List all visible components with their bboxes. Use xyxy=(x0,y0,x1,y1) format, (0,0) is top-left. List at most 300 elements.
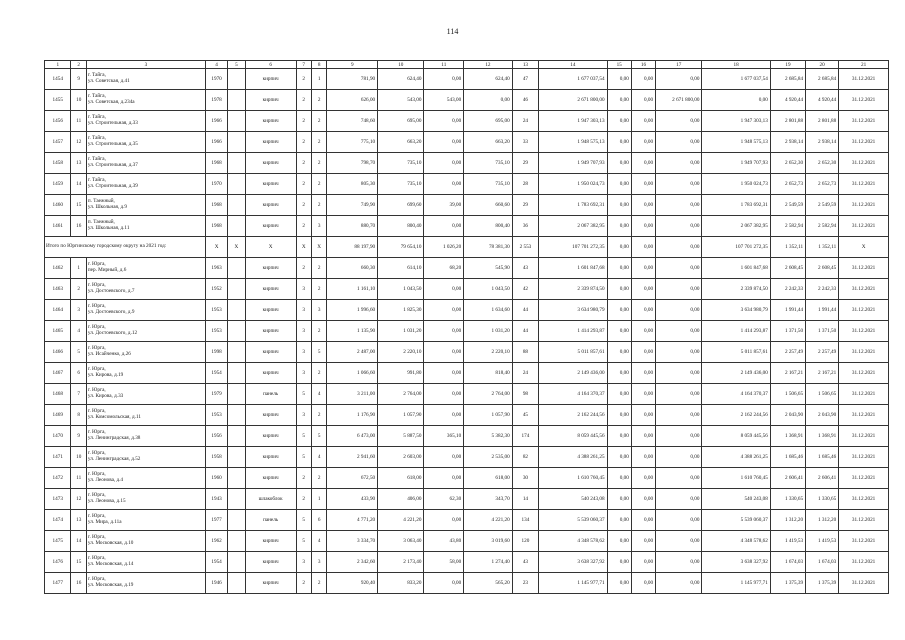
address-cell: г. Юрга, ул. Московская, д.19 xyxy=(86,573,205,594)
table-cell: 0,00 xyxy=(607,342,631,363)
table-cell: 120 xyxy=(512,531,538,552)
table-cell: 31.12.2021 xyxy=(839,405,889,426)
table-cell: 1962 xyxy=(206,531,228,552)
table-cell: 2 606,41 xyxy=(806,468,839,489)
table-body xyxy=(45,61,889,594)
address-cell: г. Юрга, ул. Мира, д.11а xyxy=(86,510,205,531)
table-cell: 0,00 xyxy=(631,153,655,174)
table-cell: 2 242,33 xyxy=(770,279,805,300)
address-cell: г. Юрга, ул. Достоевского, д.9 xyxy=(86,300,205,321)
table-cell xyxy=(228,90,246,111)
table-cell: 0,00 xyxy=(424,468,464,489)
table-cell: 1 375,39 xyxy=(770,573,805,594)
table-row xyxy=(45,258,889,279)
table-cell: 3 xyxy=(296,405,311,426)
table-cell: 8 xyxy=(71,405,86,426)
table-cell xyxy=(228,216,246,237)
housing-register-table xyxy=(44,60,889,594)
column-number: 18 xyxy=(702,61,770,69)
table-cell xyxy=(228,531,246,552)
column-number: 1 xyxy=(45,61,71,69)
table-cell: 1 xyxy=(71,258,86,279)
table-cell: 1 330,65 xyxy=(770,489,805,510)
table-cell: 0,00 xyxy=(424,132,464,153)
table-cell: 4 221,20 xyxy=(378,510,424,531)
table-cell: 5 xyxy=(296,510,311,531)
table-cell: 43 xyxy=(512,258,538,279)
table-cell: 2 xyxy=(296,111,311,132)
table-row xyxy=(45,321,889,342)
table-cell: 0,00 xyxy=(631,552,655,573)
table-cell: 2 549,59 xyxy=(770,195,805,216)
column-number: 9 xyxy=(327,61,378,69)
table-cell: 31.12.2021 xyxy=(839,132,889,153)
table-cell: 4 771,20 xyxy=(327,510,378,531)
table-cell: 991,80 xyxy=(378,363,424,384)
table-cell: 1 274,40 xyxy=(464,552,513,573)
table-cell: 695,00 xyxy=(378,111,424,132)
table-row xyxy=(45,552,889,573)
table-cell: 2 xyxy=(296,90,311,111)
table-cell: 2 xyxy=(296,153,311,174)
address-cell: г. Тайга, ул. Строительная, д.35 xyxy=(86,132,205,153)
table-cell: 2 xyxy=(296,216,311,237)
table-cell: 0,00 xyxy=(607,489,631,510)
column-number: 7 xyxy=(296,61,311,69)
table-cell: 0,00 xyxy=(424,174,464,195)
table-cell: 2 652,73 xyxy=(770,174,805,195)
table-cell: 31.12.2021 xyxy=(839,426,889,447)
page-number: 114 xyxy=(446,27,459,36)
total-row xyxy=(45,237,889,258)
table-cell: 543,00 xyxy=(378,90,424,111)
total-label: Итого по Юргинскому городскому округу на 2021 год: xyxy=(45,237,206,258)
table-cell: 12 xyxy=(71,132,86,153)
table-cell: 749,90 xyxy=(327,195,378,216)
address-cell: г. Юрга, ул. Достоевского, д.12 xyxy=(86,321,205,342)
table-cell: 5 xyxy=(311,342,326,363)
table-cell: 0,00 xyxy=(424,216,464,237)
table-cell: 3 638 327,92 xyxy=(702,552,770,573)
table-cell: 0,00 xyxy=(656,300,702,321)
table-cell: кирпич xyxy=(245,405,296,426)
table-cell: 0,00 xyxy=(631,510,655,531)
table-cell: 0,00 xyxy=(631,216,655,237)
total-cell: 0,00 xyxy=(607,237,631,258)
table-cell: 1953 xyxy=(206,405,228,426)
table-cell xyxy=(228,510,246,531)
column-number: 16 xyxy=(631,61,655,69)
table-row xyxy=(45,405,889,426)
table-cell: 1 031,20 xyxy=(378,321,424,342)
table-cell: 540 243,08 xyxy=(702,489,770,510)
table-cell: 44 xyxy=(512,300,538,321)
table-cell: 1968 xyxy=(206,216,228,237)
table-cell: 5 382,30 xyxy=(464,426,513,447)
table-cell: 0,00 xyxy=(656,258,702,279)
table-cell: 4 348 578,62 xyxy=(539,531,607,552)
table-row xyxy=(45,426,889,447)
table-cell: 16 xyxy=(71,573,86,594)
table-cell: 13 xyxy=(71,153,86,174)
table-cell: 0,00 xyxy=(656,573,702,594)
total-cell: X xyxy=(839,237,889,258)
table-cell: 58,00 xyxy=(424,552,464,573)
table-cell: 2 162 244,56 xyxy=(702,405,770,426)
table-cell: 2 xyxy=(311,573,326,594)
column-number: 21 xyxy=(839,61,889,69)
table-cell: 1 031,20 xyxy=(464,321,513,342)
table-cell: 0,00 xyxy=(607,216,631,237)
table-cell: 1 043,50 xyxy=(378,279,424,300)
table-cell: 31.12.2021 xyxy=(839,300,889,321)
table-cell: 2 652,30 xyxy=(806,153,839,174)
table-cell: 1 950 024,73 xyxy=(702,174,770,195)
total-cell: 2 553 xyxy=(512,237,538,258)
table-cell: 543,00 xyxy=(424,90,464,111)
table-row xyxy=(45,531,889,552)
table-cell xyxy=(228,405,246,426)
table-cell xyxy=(228,153,246,174)
address-cell: г. Юрга, ул. Ленинградская, д.52 xyxy=(86,447,205,468)
table-cell: 42 xyxy=(512,279,538,300)
table-row xyxy=(45,510,889,531)
table-cell: 0,00 xyxy=(656,153,702,174)
table-cell: 0,00 xyxy=(607,111,631,132)
table-cell: 31.12.2021 xyxy=(839,69,889,90)
table-cell: 0,00 xyxy=(656,69,702,90)
table-cell: 2 257,49 xyxy=(806,342,839,363)
table-cell: 2 652,73 xyxy=(806,174,839,195)
table-cell: 1 043,50 xyxy=(464,279,513,300)
table-cell: 5 xyxy=(296,426,311,447)
table-cell: 818,40 xyxy=(464,363,513,384)
total-cell: 107 701 272,35 xyxy=(539,237,607,258)
table-cell xyxy=(228,384,246,405)
table-cell: 0,00 xyxy=(631,342,655,363)
total-cell: 0,00 xyxy=(631,237,655,258)
table-cell: 0,00 xyxy=(656,216,702,237)
table-cell: 3 xyxy=(296,552,311,573)
table-cell xyxy=(228,174,246,195)
table-cell: 1960 xyxy=(206,468,228,489)
table-cell: 0,00 xyxy=(631,384,655,405)
table-cell: 2 xyxy=(296,258,311,279)
table-cell: 2 xyxy=(311,321,326,342)
table-cell: 0,00 xyxy=(607,90,631,111)
table-cell: 0,00 xyxy=(656,510,702,531)
table-cell: 4 xyxy=(71,321,86,342)
table-cell: 1461 xyxy=(45,216,71,237)
column-number: 10 xyxy=(378,61,424,69)
table-cell: 31.12.2021 xyxy=(839,510,889,531)
table-cell: 1 991,44 xyxy=(770,300,805,321)
table-cell: 3 019,60 xyxy=(464,531,513,552)
table-cell xyxy=(228,258,246,279)
table-cell: 0,00 xyxy=(631,90,655,111)
table-cell: 31.12.2021 xyxy=(839,174,889,195)
table-cell: 660,60 xyxy=(464,195,513,216)
table-cell: 1 312,20 xyxy=(806,510,839,531)
table-cell: 1 375,39 xyxy=(806,573,839,594)
table-cell: 2 801,88 xyxy=(770,111,805,132)
table-cell: 1475 xyxy=(45,531,71,552)
table-cell: 1 947 303,13 xyxy=(539,111,607,132)
table-cell: 0,00 xyxy=(631,573,655,594)
address-cell: г. Юрга, ул. Леонова, д.15 xyxy=(86,489,205,510)
table-cell: 2 xyxy=(296,573,311,594)
table-cell: 4 388 261,25 xyxy=(702,447,770,468)
table-cell: 0,00 xyxy=(656,132,702,153)
table-cell: панель xyxy=(245,510,296,531)
table-cell: 663,20 xyxy=(378,132,424,153)
table-cell: 82 xyxy=(512,447,538,468)
table-cell: 0,00 xyxy=(631,468,655,489)
table-cell xyxy=(228,426,246,447)
table-cell: 1 419,53 xyxy=(806,531,839,552)
table-cell: 0,00 xyxy=(424,510,464,531)
table-cell: 3 xyxy=(296,342,311,363)
column-number: 20 xyxy=(806,61,839,69)
table-cell: 9 xyxy=(71,426,86,447)
table-cell: 0,00 xyxy=(702,90,770,111)
table-cell: 2 xyxy=(296,132,311,153)
column-number: 5 xyxy=(228,61,246,69)
table-cell: кирпич xyxy=(245,321,296,342)
table-cell: 11 xyxy=(71,468,86,489)
table-cell: 3 634 980,79 xyxy=(702,300,770,321)
table-cell: 0,00 xyxy=(424,300,464,321)
table-cell: 0,00 xyxy=(656,426,702,447)
table-cell: 2 067 382,95 xyxy=(539,216,607,237)
table-cell: 1958 xyxy=(206,447,228,468)
table-cell: 343,70 xyxy=(464,489,513,510)
column-number: 12 xyxy=(464,61,513,69)
table-cell: 2 487,00 xyxy=(327,342,378,363)
table-cell: 1 677 037,54 xyxy=(702,69,770,90)
table-cell: 1455 xyxy=(45,90,71,111)
table-cell xyxy=(228,321,246,342)
table-cell: 1463 xyxy=(45,279,71,300)
table-row xyxy=(45,573,889,594)
address-cell: г. Тайга, ул. Советская, д.41 xyxy=(86,69,205,90)
table-cell: 798,70 xyxy=(327,153,378,174)
table-cell: 2 043,90 xyxy=(770,405,805,426)
table-cell: 44 xyxy=(512,321,538,342)
table-cell: 0,00 xyxy=(607,531,631,552)
table-cell: 1970 xyxy=(206,174,228,195)
table-row xyxy=(45,69,889,90)
table-cell: 0,00 xyxy=(424,111,464,132)
table-cell: кирпич xyxy=(245,258,296,279)
table-cell: кирпич xyxy=(245,174,296,195)
table-cell: 0,00 xyxy=(631,111,655,132)
table-cell: 1 176,90 xyxy=(327,405,378,426)
table-cell: 0,00 xyxy=(631,132,655,153)
table-cell: 2 162 244,56 xyxy=(539,405,607,426)
table-cell: 1 685,46 xyxy=(806,447,839,468)
table-cell: 31.12.2021 xyxy=(839,384,889,405)
table-cell: 2 652,30 xyxy=(770,153,805,174)
table-cell: 33 xyxy=(512,132,538,153)
table-cell: 3 334,70 xyxy=(327,531,378,552)
table-cell: 2 801,88 xyxy=(806,111,839,132)
table-cell: 3 xyxy=(311,552,326,573)
table-cell: 0,00 xyxy=(631,489,655,510)
table-cell: 1954 xyxy=(206,363,228,384)
table-cell: 1 674,03 xyxy=(806,552,839,573)
table-cell: 2 167,21 xyxy=(806,363,839,384)
table-cell: 1 145 977,71 xyxy=(702,573,770,594)
table-cell: 0,00 xyxy=(607,174,631,195)
table-cell: 1465 xyxy=(45,321,71,342)
column-number: 11 xyxy=(424,61,464,69)
table-cell xyxy=(228,342,246,363)
table-cell: кирпич xyxy=(245,111,296,132)
table-cell: 0,00 xyxy=(631,279,655,300)
table-cell: 31.12.2021 xyxy=(839,195,889,216)
table-cell: 5 xyxy=(296,447,311,468)
table-cell: 2 342,60 xyxy=(327,552,378,573)
table-cell: 88 xyxy=(512,342,538,363)
table-cell: 3 063,40 xyxy=(378,531,424,552)
table-cell: 4 920,44 xyxy=(770,90,805,111)
address-cell: г. Юрга, ул. Леонова, д.4 xyxy=(86,468,205,489)
table-cell: 0,00 xyxy=(631,174,655,195)
table-cell: 0,00 xyxy=(607,573,631,594)
table-cell: 1956 xyxy=(206,426,228,447)
total-cell: 1 352,11 xyxy=(770,237,805,258)
table-cell: кирпич xyxy=(245,300,296,321)
table-cell: 0,00 xyxy=(656,195,702,216)
table-cell: 2 339 874,50 xyxy=(539,279,607,300)
table-cell: 2 220,10 xyxy=(464,342,513,363)
table-cell: 2 xyxy=(311,363,326,384)
table-cell: 1 312,20 xyxy=(770,510,805,531)
table-cell: 624,40 xyxy=(378,69,424,90)
table-cell: 4 221,20 xyxy=(464,510,513,531)
table-cell: 1 414 293,87 xyxy=(539,321,607,342)
table-cell: 0,00 xyxy=(607,279,631,300)
table-cell: 5 011 857,61 xyxy=(539,342,607,363)
table-cell: 1954 xyxy=(206,552,228,573)
table-cell: 31.12.2021 xyxy=(839,573,889,594)
table-cell: 1 783 692,31 xyxy=(702,195,770,216)
table-cell: 695,00 xyxy=(464,111,513,132)
table-cell: 3 xyxy=(296,279,311,300)
table-cell: 47 xyxy=(512,69,538,90)
table-cell: 0,00 xyxy=(424,363,464,384)
table-cell: 1 601 847,68 xyxy=(702,258,770,279)
table-cell: 2 xyxy=(296,468,311,489)
table-row xyxy=(45,342,889,363)
table-cell: 5 539 060,37 xyxy=(539,510,607,531)
table-cell: 3 211,00 xyxy=(327,384,378,405)
table-cell: 2 xyxy=(311,279,326,300)
total-cell: X xyxy=(228,237,246,258)
table-cell: 2 535,00 xyxy=(464,447,513,468)
table-cell: 2 xyxy=(296,174,311,195)
column-number: 4 xyxy=(206,61,228,69)
table-cell: 2 xyxy=(311,111,326,132)
table-cell: 43,80 xyxy=(424,531,464,552)
table-cell: 45 xyxy=(512,405,538,426)
table-row xyxy=(45,489,889,510)
table-cell: кирпич xyxy=(245,132,296,153)
table-cell: 0,00 xyxy=(656,552,702,573)
table-cell: 0,00 xyxy=(631,300,655,321)
total-cell: 79 654,10 xyxy=(378,237,424,258)
table-cell: 1470 xyxy=(45,426,71,447)
table-cell: 0,00 xyxy=(656,405,702,426)
table-cell: 2 149 436,00 xyxy=(702,363,770,384)
table-cell: 10 xyxy=(71,447,86,468)
table-row xyxy=(45,132,889,153)
table-cell: 540 243,08 xyxy=(539,489,607,510)
table-row xyxy=(45,384,889,405)
table-cell: 3 xyxy=(311,300,326,321)
table-cell: 1 057,90 xyxy=(464,405,513,426)
table-cell: 0,00 xyxy=(656,342,702,363)
table-cell: 735,10 xyxy=(464,174,513,195)
table-cell: 0,00 xyxy=(424,69,464,90)
table-cell: 0,00 xyxy=(424,342,464,363)
table-cell xyxy=(228,279,246,300)
table-cell: 1946 xyxy=(206,573,228,594)
table-cell: 1464 xyxy=(45,300,71,321)
table-cell: 30 xyxy=(512,468,538,489)
table-cell: 15 xyxy=(71,552,86,573)
table-cell: 1 949 707,93 xyxy=(539,153,607,174)
table-cell: 1 xyxy=(311,69,326,90)
table-cell: 2 167,21 xyxy=(770,363,805,384)
table-cell: 0,00 xyxy=(631,321,655,342)
table-cell: кирпич xyxy=(245,426,296,447)
table-cell: 672,50 xyxy=(327,468,378,489)
table-cell: 1454 xyxy=(45,69,71,90)
table-cell: 1998 xyxy=(206,342,228,363)
table-cell: 1 996,60 xyxy=(327,300,378,321)
table-cell: кирпич xyxy=(245,552,296,573)
table-cell: кирпич xyxy=(245,447,296,468)
table-cell: 2 043,90 xyxy=(806,405,839,426)
table-cell: 1468 xyxy=(45,384,71,405)
column-number: 3 xyxy=(86,61,205,69)
table-cell: 1 057,90 xyxy=(378,405,424,426)
address-cell: г. Юрга, ул. Кирова, д.19 xyxy=(86,363,205,384)
table-cell: 2 671 800,00 xyxy=(656,90,702,111)
table-cell: 9 xyxy=(71,69,86,90)
table-cell: 5 xyxy=(311,426,326,447)
column-number: 19 xyxy=(770,61,805,69)
table-cell: 1457 xyxy=(45,132,71,153)
table-cell: 1 xyxy=(311,489,326,510)
table-cell: 6 473,00 xyxy=(327,426,378,447)
table-row xyxy=(45,195,889,216)
table-cell: 0,00 xyxy=(631,195,655,216)
table-cell: 1472 xyxy=(45,468,71,489)
table-cell: 1966 xyxy=(206,111,228,132)
table-cell: 31.12.2021 xyxy=(839,531,889,552)
table-cell: 433,90 xyxy=(327,489,378,510)
table-cell: кирпич xyxy=(245,279,296,300)
table-cell: 618,00 xyxy=(378,468,424,489)
table-cell: 0,00 xyxy=(424,279,464,300)
table-cell: 15 xyxy=(71,195,86,216)
table-cell: 0,00 xyxy=(424,153,464,174)
table-cell: 3 xyxy=(296,363,311,384)
table-cell: 0,00 xyxy=(656,489,702,510)
